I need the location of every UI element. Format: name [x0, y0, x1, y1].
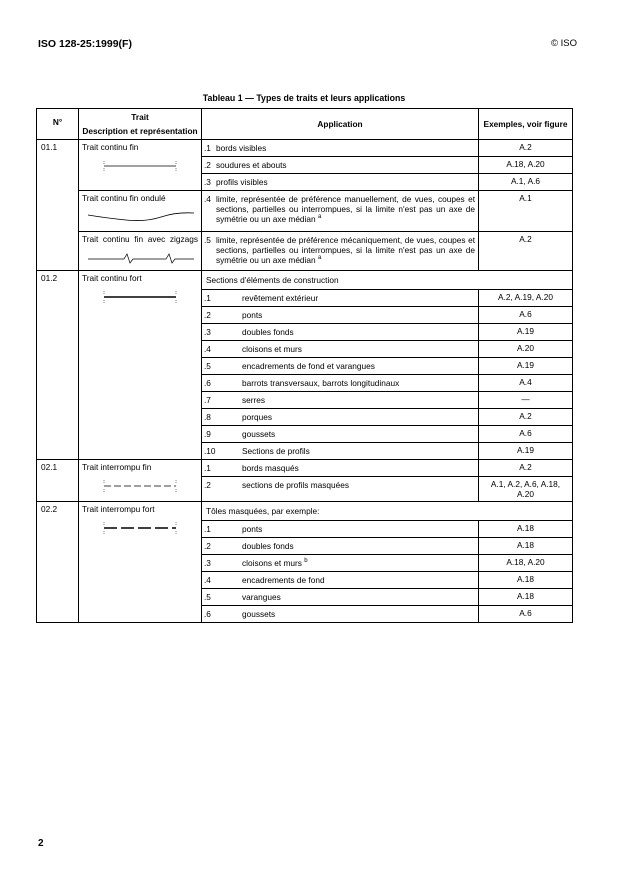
item-number: .3	[204, 327, 211, 337]
example-cell: A.4	[479, 375, 573, 392]
table-row	[37, 232, 573, 271]
example-cell: A.19	[479, 358, 573, 375]
application-cell	[202, 191, 479, 232]
standard-reference: ISO 128-25:1999(F)	[38, 38, 132, 50]
application-text: barrots transversaux, barrots longitudinaux	[242, 378, 400, 388]
example-cell: A.20	[479, 341, 573, 358]
item-number: .1	[204, 524, 211, 534]
example-cell: A.18	[479, 538, 573, 555]
application-cell	[202, 358, 479, 375]
line-type-description: Trait continu fin	[79, 140, 202, 191]
line-type-description: Trait continu fort	[79, 271, 202, 460]
copyright-notice: © ISO	[550, 38, 577, 49]
example-cell: A.1, A.6	[479, 174, 573, 191]
column-header-application: Application	[202, 109, 479, 140]
item-number: .2	[204, 160, 211, 170]
example-cell: A.6	[479, 307, 573, 324]
application-text: goussets	[242, 609, 276, 619]
application-cell	[202, 409, 479, 426]
item-number: .4	[204, 575, 211, 585]
table-row	[37, 502, 573, 521]
application-text: encadrements de fond	[242, 575, 325, 585]
application-text: profils visibles	[216, 177, 268, 187]
item-number: .2	[204, 480, 211, 490]
application-intro: Tôles masquées, par exemple:	[202, 502, 573, 521]
item-number: .9	[204, 429, 211, 439]
example-cell: A.2	[479, 460, 573, 477]
line-type-description: Trait interrompu fin	[79, 460, 202, 502]
example-cell: —	[479, 392, 573, 409]
item-number: .1	[204, 293, 211, 303]
application-cell	[202, 290, 479, 307]
application-text: doubles fonds	[242, 327, 294, 337]
application-text: porques	[242, 412, 272, 422]
item-number: .6	[204, 378, 211, 388]
application-text: bords masqués	[242, 463, 299, 473]
thin-dashed-line-sample	[102, 478, 178, 494]
application-cell	[202, 392, 479, 409]
application-text: revêtement extérieur	[242, 293, 319, 303]
column-header-number: N°	[37, 109, 79, 140]
example-cell: A.19	[479, 324, 573, 341]
column-header-examples: Exemples, voir figure	[479, 109, 573, 140]
application-text: sections de profils masquées	[242, 480, 349, 490]
column-header-trait-description: Description et représentation	[79, 124, 202, 140]
item-number: .4	[204, 344, 211, 354]
application-cell	[202, 140, 479, 157]
application-text: ponts	[242, 310, 263, 320]
example-cell: A.18, A.20	[479, 555, 573, 572]
application-cell	[202, 538, 479, 555]
application-cell	[202, 375, 479, 392]
application-cell	[202, 157, 479, 174]
application-cell	[202, 174, 479, 191]
column-header-trait: Trait	[79, 109, 202, 125]
item-number: .3	[204, 177, 211, 187]
application-cell	[202, 555, 479, 572]
application-cell	[202, 307, 479, 324]
example-cell: A.1	[479, 191, 573, 232]
application-text: bords visibles	[216, 143, 267, 153]
thick-continuous-line-sample	[102, 289, 178, 305]
example-cell: A.19	[479, 443, 573, 460]
example-cell: A.18, A.20	[479, 157, 573, 174]
line-type-number: 02.1	[37, 460, 79, 502]
application-text: Sections de profils	[242, 446, 310, 456]
application-text: goussets	[242, 429, 276, 439]
item-number: .1	[204, 463, 211, 473]
application-cell	[202, 443, 479, 460]
table-row	[37, 271, 573, 290]
line-type-description: Trait interrompu fort	[79, 502, 202, 623]
application-cell	[202, 606, 479, 623]
line-type-description: Trait continu fin avec zigzags	[79, 232, 202, 271]
application-text: limite, représentée de préférence mécaniquement, de vues, coupes et sections, partielles ou interrompues, si la limite n'est pas un axe de symétrie ou un axe médian $^a$	[216, 235, 475, 265]
table-row	[37, 140, 573, 157]
application-cell	[202, 572, 479, 589]
table-caption: Tableau 1 — Types de traits et leurs applications	[202, 93, 406, 103]
application-text: ponts	[242, 524, 263, 534]
application-cell	[202, 589, 479, 606]
table-row	[37, 460, 573, 477]
line-type-number: 01.1	[37, 140, 79, 271]
item-number: .10	[204, 446, 216, 456]
item-number: .4	[204, 194, 211, 204]
item-number: .6	[204, 609, 211, 619]
wavy-line-sample	[86, 209, 196, 225]
item-number: .5	[204, 361, 211, 371]
footnote-marker: a	[317, 255, 322, 262]
thick-dashed-line-sample	[102, 520, 178, 536]
application-text: limite, représentée de préférence manuellement, de vues, coupes et sections, partielles ou interrompues, si la limite n'est pas un axe de symétrie ou un axe médian $^a$	[216, 194, 475, 224]
application-cell	[202, 426, 479, 443]
example-cell: A.6	[479, 426, 573, 443]
item-number: .7	[204, 395, 211, 405]
item-number: .2	[204, 310, 211, 320]
item-number: .3	[204, 558, 211, 568]
line-type-description: Trait continu fin ondulé	[79, 191, 202, 232]
example-cell: A.18	[479, 589, 573, 606]
line-type-number: 02.2	[37, 502, 79, 623]
application-intro: Sections d'éléments de construction	[202, 271, 573, 290]
application-text: cloisons et murs $^b$	[242, 558, 308, 568]
application-cell	[202, 521, 479, 538]
application-cell	[202, 477, 479, 502]
table-row	[37, 191, 573, 232]
table-body	[37, 140, 573, 623]
page-number: 2	[38, 838, 44, 849]
example-cell: A.18	[479, 572, 573, 589]
example-cell: A.2	[479, 409, 573, 426]
item-number: .5	[204, 235, 211, 245]
application-text: serres	[242, 395, 266, 405]
thin-continuous-line-sample	[102, 158, 178, 174]
example-cell: A.6	[479, 606, 573, 623]
application-cell	[202, 341, 479, 358]
application-cell	[202, 232, 479, 271]
application-text: soudures et abouts	[216, 160, 287, 170]
item-number: .8	[204, 412, 211, 422]
item-number: .1	[204, 143, 211, 153]
application-text: varangues	[242, 592, 281, 602]
application-text: cloisons et murs	[242, 344, 302, 354]
footnote-marker: a	[317, 214, 322, 221]
item-number: .5	[204, 592, 211, 602]
footnote-marker: b	[304, 558, 308, 565]
zigzag-line-sample	[86, 250, 196, 264]
line-type-number: 01.2	[37, 271, 79, 460]
example-cell: A.2	[479, 232, 573, 271]
example-cell: A.1, A.2, A.6, A.18, A.20	[479, 477, 573, 502]
item-number: .2	[204, 541, 211, 551]
application-cell	[202, 324, 479, 341]
example-cell: A.2	[479, 140, 573, 157]
example-cell: A.2, A.19, A.20	[479, 290, 573, 307]
application-cell	[202, 460, 479, 477]
application-text: doubles fonds	[242, 541, 294, 551]
application-text: encadrements de fond et varangues	[242, 361, 375, 371]
line-types-table	[36, 108, 573, 623]
example-cell: A.18	[479, 521, 573, 538]
